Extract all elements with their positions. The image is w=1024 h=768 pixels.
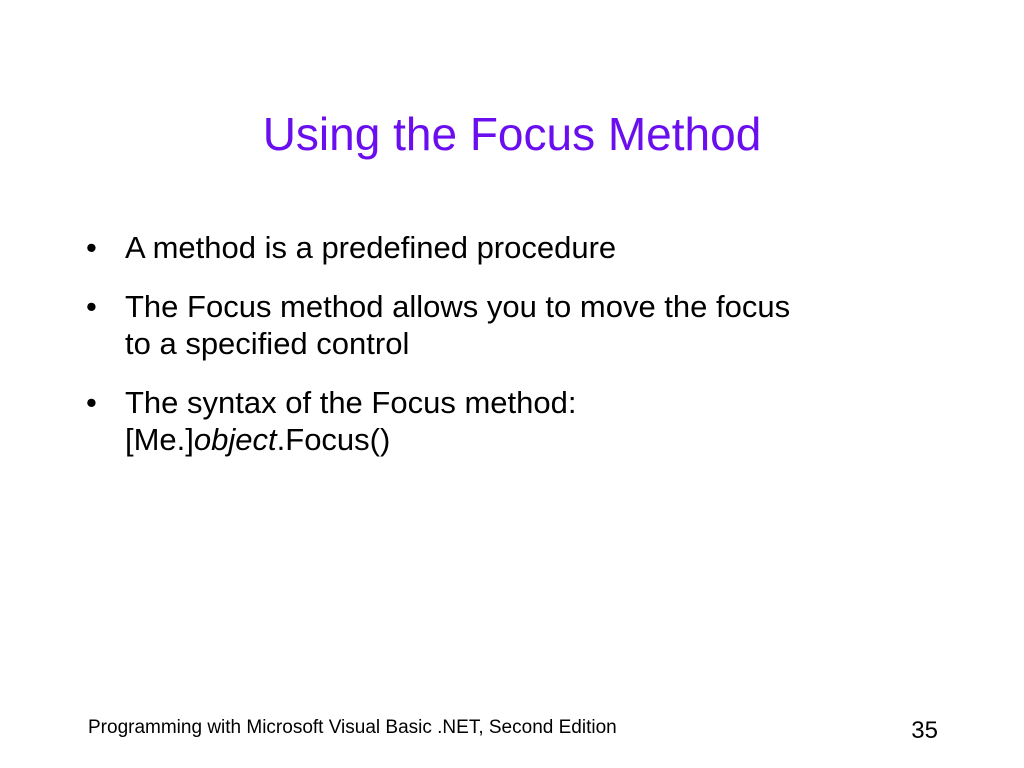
bullet-dot-icon: • xyxy=(86,385,97,420)
syntax-suffix: .Focus() xyxy=(276,422,391,457)
bullet-text-line-1: The Focus method allows you to move the focus xyxy=(125,289,791,324)
syntax-prefix: [Me.] xyxy=(125,422,194,457)
bullet-list xyxy=(86,229,966,480)
slide-title: Using the Focus Method xyxy=(262,108,762,160)
focus-syntax-line xyxy=(125,421,966,458)
bullet-dot-icon: • xyxy=(86,289,97,324)
bullet-item-focus-syntax xyxy=(86,384,966,458)
bullet-text-line-1: The syntax of the Focus method: xyxy=(125,385,577,420)
syntax-object: object xyxy=(193,422,277,457)
page-number: 35 xyxy=(911,717,938,744)
bullet-text-line-2: to a specified control xyxy=(125,326,410,361)
slide-footer: Programming with Microsoft Visual Basic .NET, Second Edition xyxy=(88,717,617,738)
bullet-item-method-definition xyxy=(86,229,966,266)
bullet-text: A method is a predefined procedure xyxy=(125,230,617,265)
bullet-item-focus-method xyxy=(86,288,966,362)
bullet-dot-icon: • xyxy=(86,230,97,265)
